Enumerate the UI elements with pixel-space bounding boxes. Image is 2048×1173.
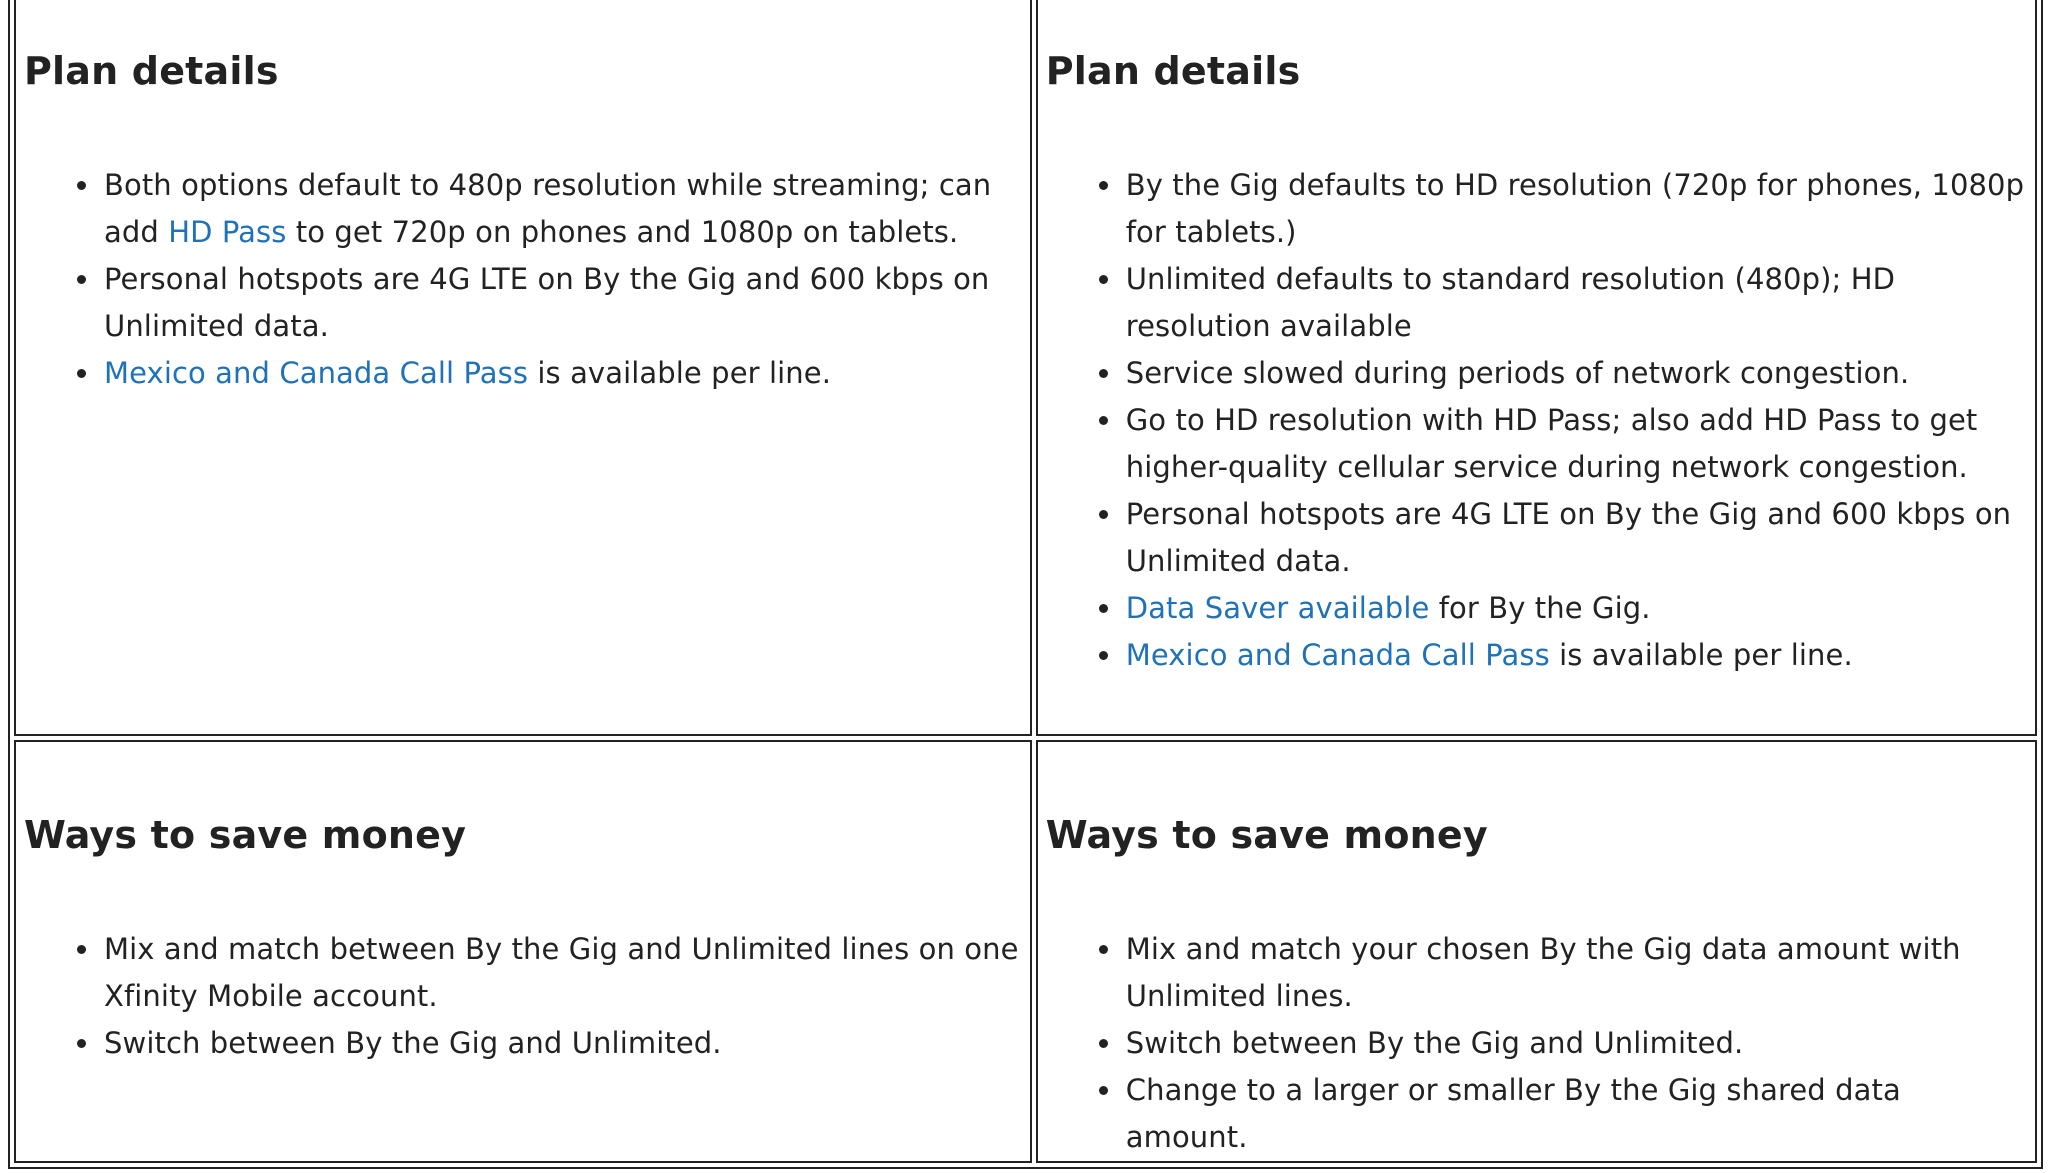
item-text: is available per line. [1549,638,1853,672]
bullet-list [24,926,1022,1067]
section-heading: Ways to save money [1045,813,1488,857]
table-cell-left [14,740,1032,1163]
item-text: for By the Gig. [1429,591,1651,625]
mexico-canada-call-pass-link[interactable]: Mexico and Canada Call Pass [1125,638,1550,672]
list-item: • Switch between By the Gig and Unlimited. [102,1020,1022,1067]
list-item: • Unlimited defaults to standard resolution (480p); HD resolution available [1124,256,2027,350]
item-text: to get 720p on phones and 1080p on tablets. [286,215,959,249]
bullet-list [24,162,1022,397]
cell-content [16,0,1030,397]
table-cell-left [14,0,1032,736]
item-text: Personal hotspots are 4G LTE on By the Gig and 600 kbps on Unlimited data. [104,262,990,343]
table-cell-right [1036,740,2037,1163]
table-row [14,0,2037,736]
list-item: • Go to HD resolution with HD Pass; also add HD Pass to get higher-quality cellular service during network congestion. [1124,397,2027,491]
list-item [1124,632,2027,679]
list-item [102,256,1022,350]
list-item [102,350,1022,397]
data-saver-link[interactable]: Data Saver available [1125,591,1430,625]
list-item [1124,585,2027,632]
bullet-list [1046,162,2027,679]
hd-pass-link[interactable]: HD Pass [168,215,287,249]
cell-content [16,742,1030,1067]
comparison-table [8,0,2043,1169]
list-item: • By the Gig defaults to HD resolution (720p for phones, 1080p for tablets.) [1124,162,2027,256]
section-heading: Plan details [1045,49,1301,93]
mexico-canada-call-pass-link[interactable]: Mexico and Canada Call Pass [104,356,529,390]
list-item: • Switch between By the Gig and Unlimited. [1124,1020,2027,1067]
list-item [102,162,1022,256]
section-heading: Plan details [24,49,279,93]
list-item: • Mix and match your chosen By the Gig data amount with Unlimited lines. [1124,926,2027,1020]
table-row [14,740,2037,1163]
list-item: • Service slowed during periods of network congestion. [1124,350,2027,397]
cell-content [1038,0,2035,679]
item-text: Both options default to 480p resolution while streaming; can add [104,168,992,249]
bullet-list [1046,926,2027,1161]
cell-content [1038,742,2035,1161]
list-item: • Change to a larger or smaller By the Gig shared data amount. [1124,1067,2027,1161]
list-item: • Mix and match between By the Gig and Unlimited lines on one Xfinity Mobile account. [102,926,1022,1020]
section-heading: Ways to save money [24,813,467,857]
item-text: is available per line. [528,356,832,390]
table-cell-right [1036,0,2037,736]
list-item: • Personal hotspots are 4G LTE on By the Gig and 600 kbps on Unlimited data. [1124,491,2027,585]
